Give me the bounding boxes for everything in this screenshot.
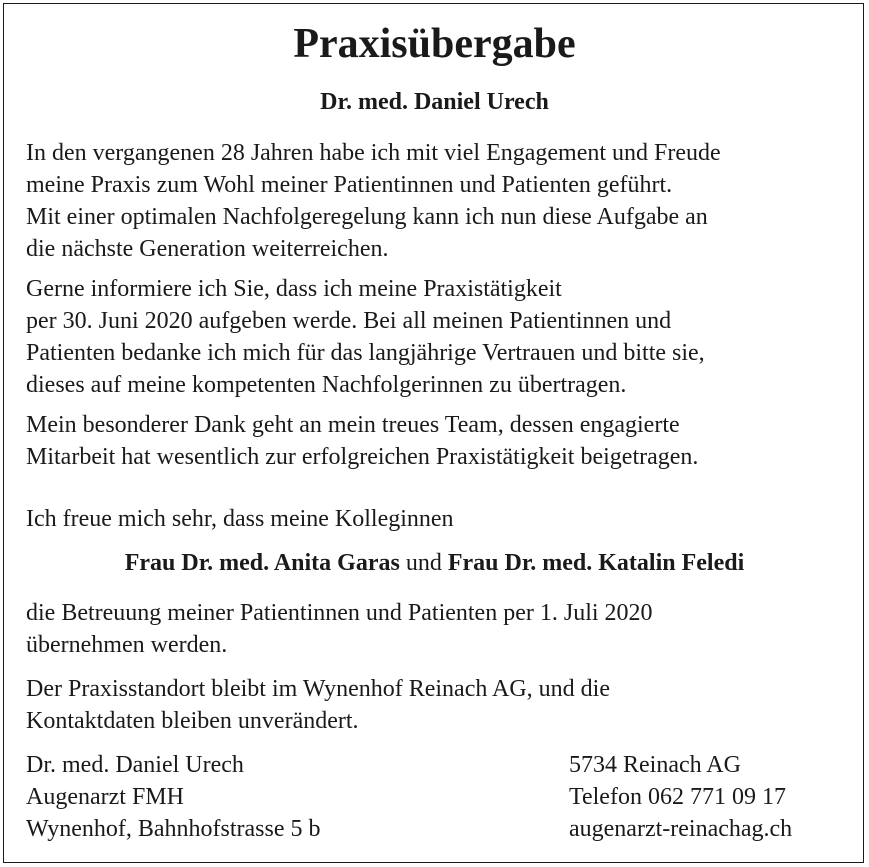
text-line: Gerne informiere ich Sie, dass ich meine Praxistätigkeit: [26, 276, 562, 302]
page-title: Praxisübergabe: [293, 21, 576, 67]
paragraph-thanks-team: [26, 409, 846, 473]
paragraph-retirement: [26, 273, 846, 401]
text-line: per 30. Juni 2020 aufgeben werde. Bei all meinen Patientinnen und: [26, 308, 672, 334]
paragraph-handover: [26, 597, 846, 661]
text-line: die Betreuung meiner Patientinnen und Patienten per 1. Juli 2020: [26, 600, 653, 626]
text-line: Mein besonderer Dank geht an mein treues Team, dessen engagierte: [26, 412, 680, 438]
doctor-name-heading: Dr. med. Daniel Urech: [320, 89, 549, 115]
text-line: meine Praxis zum Wohl meiner Patientinnen und Patienten geführt.: [26, 172, 673, 198]
paragraph-career: [26, 137, 846, 265]
text-line: dieses auf meine kompetenten Nachfolgerinnen zu übertragen.: [26, 372, 627, 398]
successor-names: [0, 547, 869, 579]
text-line: Kontaktdaten bleiben unverändert.: [26, 708, 359, 734]
contact-address-block: [26, 749, 321, 845]
contact-city: 5734 Reinach AG: [569, 752, 741, 778]
text-line: die nächste Generation weiterreichen.: [26, 236, 389, 262]
text-line: Patienten bedanke ich mich für das langjährige Vertrauen und bitte sie,: [26, 340, 705, 366]
text-line: Der Praxisstandort bleibt im Wynenhof Reinach AG, und die: [26, 676, 611, 702]
contact-specialty: Augenarzt FMH: [26, 784, 184, 810]
text-line: übernehmen werden.: [26, 632, 228, 658]
contact-details-block: [569, 749, 792, 845]
text-line: In den vergangenen 28 Jahren habe ich mit viel Engagement und Freude: [26, 140, 721, 166]
contact-phone: Telefon 062 771 09 17: [569, 784, 786, 810]
contact-website: augenarzt-reinachag.ch: [569, 816, 793, 842]
contact-street: Wynenhof, Bahnhofstrasse 5 b: [26, 816, 321, 842]
paragraph-intro-successors: [26, 503, 846, 535]
successor-connector: und: [405, 550, 442, 576]
successor-name-2: Frau Dr. med. Katalin Feledi: [447, 550, 745, 576]
contact-doctor-name: Dr. med. Daniel Urech: [26, 752, 244, 778]
text-line: Mitarbeit hat wesentlich zur erfolgreichen Praxistätigkeit beigetragen.: [26, 444, 699, 470]
paragraph-location: [26, 673, 846, 737]
text-line: Mit einer optimalen Nachfolgeregelung kann ich nun diese Aufgabe an: [26, 204, 708, 230]
successor-name-1: Frau Dr. med. Anita Garas: [124, 550, 400, 576]
text-line: Ich freue mich sehr, dass meine Kolleginnen: [26, 506, 454, 532]
